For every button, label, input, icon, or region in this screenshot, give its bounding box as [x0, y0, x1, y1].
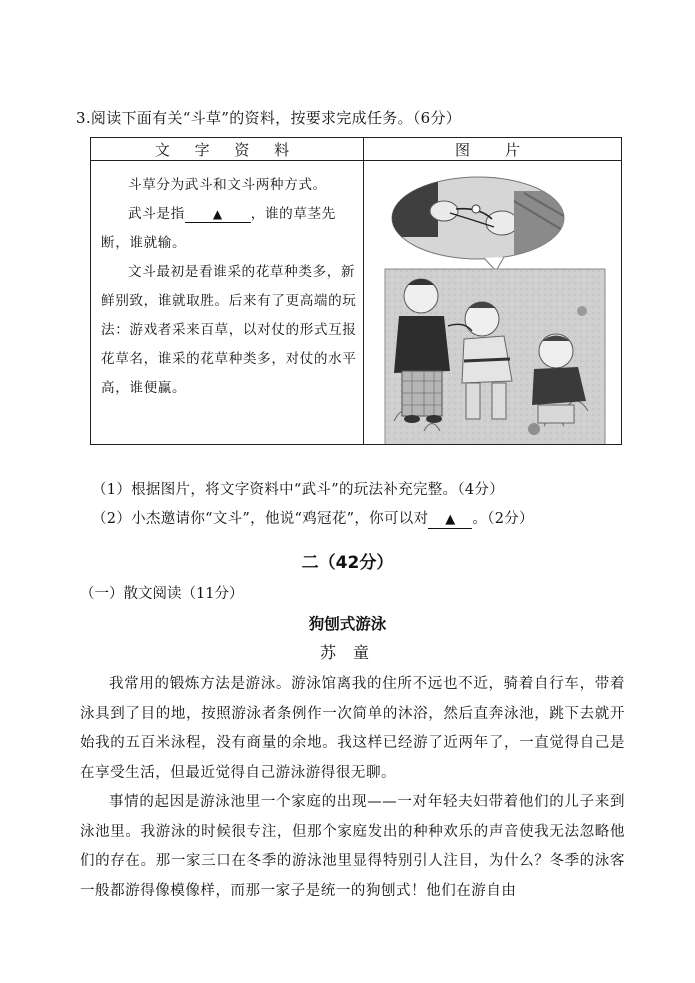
children-grass-fight-illustration: [364, 161, 623, 444]
sub-2-after: 。（2分）: [472, 511, 534, 527]
sub-question-1: （1）根据图片，将文字资料中“武斗”的玩法补充完整。（4分）: [92, 482, 505, 498]
answer-blank-wudou[interactable]: ▲: [185, 206, 251, 223]
image-cell: [364, 161, 622, 445]
article-title: 狗刨式游泳: [308, 615, 387, 633]
question-3-title: 3.阅读下面有关“斗草”的资料，按要求完成任务。（6分）: [76, 109, 462, 127]
text-para-2: [91, 200, 363, 258]
text-para-1: 斗草分为武斗和文斗两种方式。: [128, 177, 327, 193]
text-material-cell: [91, 161, 364, 445]
article-paragraph-2: 事情的起因是游泳池里一个家庭的出现——一对年轻夫妇带着他们的儿子来到泳池里。我游泳的时候很专注，但那个家庭发出的种种欢乐的声音使我无法忽略他们的存在。那一家三口在冬季的游泳池里显得特别引人注目，为什么？冬季的泳客一般都游得像模像样，而那一家子是统一的狗刨式！他们在游自由: [80, 794, 625, 899]
para-2-before: 武斗是指: [128, 206, 185, 222]
article-author: 苏 童: [319, 643, 376, 662]
sub-question-2: [92, 507, 534, 529]
text-para-3: 文斗最初是看谁采的花草种类多，新鲜别致，谁就取胜。后来有了更高端的玩法：游戏者采来百草，以对仗的形式互报花草名，谁采的花草种类多，对仗的水平高，谁便赢。: [101, 264, 357, 396]
subsection-title: （一）散文阅读（11分）: [80, 586, 244, 602]
table-header-image: 图 片: [364, 138, 622, 161]
article-paragraph-1: 我常用的锻炼方法是游泳。游泳馆离我的住所不远也不近，骑着自行车，带着泳具到了目的地，按照游泳者条例作一次简单的沐浴，然后直奔泳池，跳下去就开始我的五百米泳程，没有商量的余地。我这样已经游了近两年了，一直觉得自己是在享受生活，但最近觉得自己游泳游得很无聊。: [80, 676, 625, 781]
section-2-title: 二（42分）: [301, 553, 394, 573]
table-header-text: 文 字 资 料: [91, 138, 364, 161]
douc-info-table: [90, 137, 622, 445]
article-body: [80, 670, 625, 906]
sub-2-before: （2）小杰邀请你“文斗”，他说“鸡冠花”，你可以对: [92, 511, 429, 527]
para-2-after: ，谁的草茎先断，谁就输。: [101, 206, 336, 251]
answer-blank-wendou[interactable]: ▲: [428, 512, 472, 529]
